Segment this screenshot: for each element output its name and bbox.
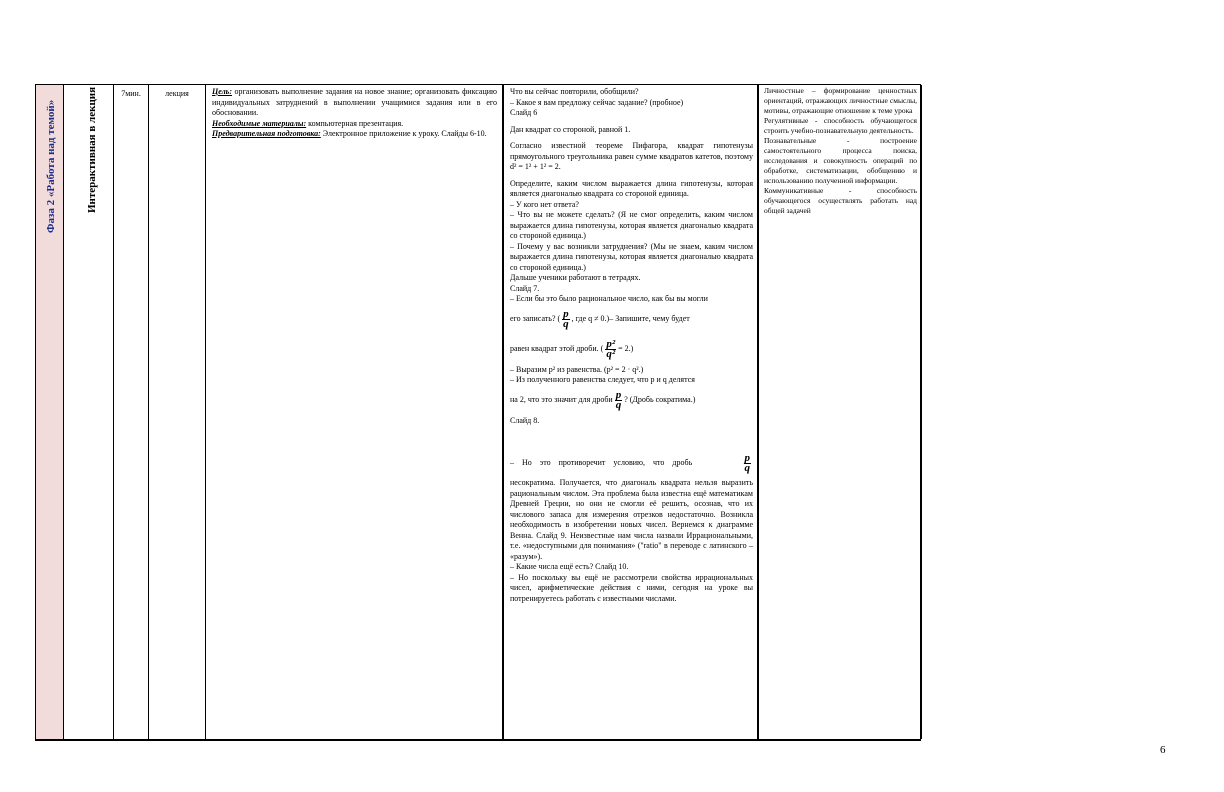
uud-cognitive: Познавательные - построение самостоятельного процесса поиска, исследования и совокупность операций по обработке, систематизации, обобщению и использованию полученной информации.	[764, 136, 917, 185]
goal-paragraph	[212, 87, 497, 119]
teacher-line: Слайд 8.	[510, 415, 540, 425]
teacher-line: Дан квадрат со стороной, равной 1.	[510, 124, 631, 134]
goal-text: организовать выполнение задания на новое знание; организовать фиксацию индивидуальных затруднений в выполнении учащимися задания или в его обосновании.	[212, 87, 497, 117]
fraction-numerator: p	[744, 451, 750, 464]
goal-cell	[206, 85, 504, 739]
materials-label: Необходимые материалы:	[212, 118, 307, 128]
fraction-p-over-q	[615, 391, 623, 410]
teacher-line: Определите, каким числом выражается длина гипотенузы, которая является диагональю квадрата со стороной единица.	[510, 178, 753, 198]
teacher-line: ? (Дробь сократима.)	[624, 395, 696, 405]
fraction-numerator: p	[563, 308, 569, 320]
teacher-activity-cell	[504, 85, 759, 739]
teacher-line: Слайд 6	[510, 108, 538, 117]
teacher-line: – Выразим p² из равенства. (p² = 2 · q².)	[510, 364, 644, 374]
fraction-denominator: q	[615, 399, 622, 411]
fraction-p-over-q	[562, 310, 570, 329]
uud-personal: Личностные – формирование ценностных ориентаций, отражающих личностные смыслы, мотивы, отражающие отношение к теме урока	[764, 86, 917, 115]
fraction-line	[510, 335, 753, 365]
teacher-line: Дальше ученики работают в тетрадях.	[510, 273, 641, 282]
fraction-p2-over-q2	[605, 340, 616, 359]
interaction-cell	[64, 85, 114, 739]
interaction-label: Интерактивная в лекция	[86, 86, 98, 213]
teacher-line: , где q ≠ 0.)– Запишите, чему будет	[571, 314, 690, 324]
teacher-line: – Какие числа ещё есть? Слайд 10.	[510, 562, 629, 571]
teacher-line: = 2.)	[618, 344, 634, 354]
phase-cell	[36, 85, 64, 739]
form-value: лекция	[165, 89, 189, 98]
fraction-line	[510, 305, 753, 335]
phase-label: Фаза 2 «Работа над темой»	[45, 99, 57, 233]
time-cell	[114, 85, 149, 739]
uud-cell	[759, 85, 922, 739]
lesson-table	[35, 84, 921, 741]
uud-communicative: Коммуникативные - способность обучающегося осуществлять работать над общей задачей	[764, 186, 917, 215]
fraction-line	[510, 448, 753, 478]
uud-regulative: Регулятивные - способность обучающегося строить учебно-познавательную деятельность.	[764, 116, 917, 135]
teacher-line: – Почему у вас возникли затруднения? (Мы не знаем, каким числом выражается длина гипотенузы, которая является диагональю квадрата со стороной единица.)	[510, 241, 753, 272]
teacher-line: – Что вы не можете сделать? (Я не смог определить, каким числом выражается длина гипотенузы, которая является диагональю квадрата со стороной единица.)	[510, 210, 753, 240]
teacher-line: – Если бы это было рациональное число, как бы вы могли	[510, 294, 708, 303]
teacher-line: – У кого нет ответа?	[510, 199, 579, 209]
fraction-denominator: q²	[606, 348, 616, 360]
teacher-line: его записать? (	[510, 314, 561, 324]
materials-paragraph	[212, 119, 497, 130]
form-cell	[149, 85, 206, 739]
fraction-denominator: q	[744, 461, 750, 474]
materials-text: компьютерная презентация.	[306, 118, 404, 128]
fraction-line	[510, 386, 753, 416]
teacher-line: на 2, что это значит для дроби	[510, 395, 613, 405]
fraction-numerator: p²	[606, 338, 616, 350]
teacher-line: Согласно известной теореме Пифагора, квадрат гипотенузы прямоугольного треугольника равен сумме квадратов катетов, поэтому d² = 1² + 1² = 2.	[510, 141, 753, 171]
prep-label: Предварительная подготовка:	[212, 129, 321, 138]
prep-paragraph	[212, 129, 497, 140]
teacher-line: несократима. Получается, что диагональ квадрата нельзя выразить рациональным числом. Эта проблема была известна ещё математикам Древней Греции, но они не смогли её решить, осознав, что их числового запаса для измерения отрезков недостаточно. Возникла необходимость в изобретении новых чисел. Вернемся к диаграмме Венна. Слайд 9. Неизвестные нам числа назвали Иррациональными, т.е. «недоступными для понимания» ("ratio" в переводе с латинского – «разум»).	[510, 478, 753, 561]
fraction-p-over-q	[744, 451, 752, 474]
time-value: 7мин.	[121, 89, 141, 98]
teacher-line: равен квадрат этой дроби. (	[510, 344, 604, 354]
fraction-denominator: q	[563, 318, 569, 330]
teacher-line: Слайд 7.	[510, 283, 540, 293]
page-number: 6	[1160, 744, 1166, 756]
teacher-line: – Из полученного равенства следует, что p и q делятся	[510, 375, 695, 384]
teacher-line: Что вы сейчас повторили, обобщили?	[510, 87, 639, 96]
fraction-numerator: p	[615, 389, 622, 401]
prep-text: Электронное приложение к уроку. Слайды 6-10.	[320, 129, 487, 138]
goal-label: Цель:	[212, 87, 232, 96]
teacher-line: – Но поскольку вы ещё не рассмотрели свойства иррациональных чисел, арифметические действия с ними, сегодня на уроке вы потренируетесь работать с известными числами.	[510, 572, 753, 603]
teacher-line: – Какое я вам предложу сейчас задание? (пробное)	[510, 97, 684, 107]
teacher-line: – Но это противоречит условию, что дробь	[510, 457, 693, 467]
